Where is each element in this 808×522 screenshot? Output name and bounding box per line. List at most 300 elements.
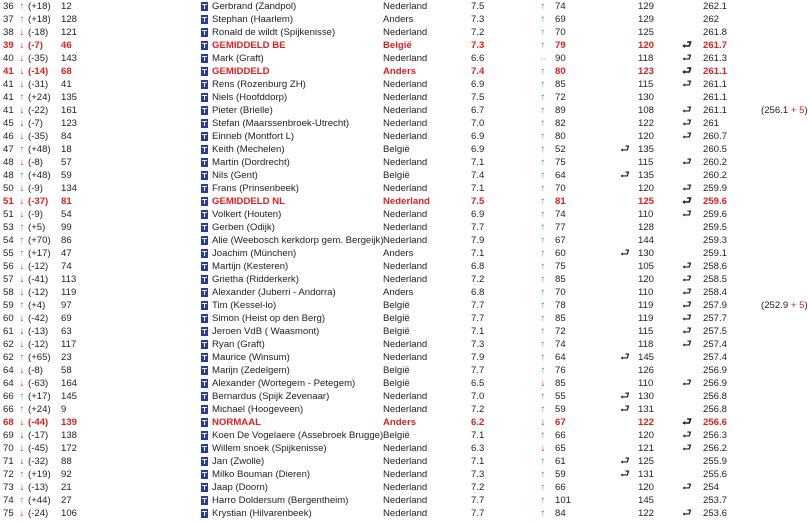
movement-arrow-cell — [17, 416, 27, 429]
trend-arrow-cell — [534, 26, 552, 39]
trend-arrow-cell — [534, 364, 552, 377]
return-arrow-icon: ⮐ — [682, 416, 692, 428]
rank-cell: 38 — [3, 27, 14, 38]
flag-cell — [199, 494, 209, 507]
trend-arrow-cell — [534, 377, 552, 390]
value-cell: 255.6 — [703, 469, 728, 480]
movement-cell: (+5) — [28, 222, 46, 233]
table-row — [0, 416, 792, 429]
movement-cell: (+17) — [28, 391, 51, 402]
total-cell: 110 — [638, 378, 654, 389]
return-arrow-icon: ⮐ — [620, 351, 630, 363]
trend-arrow-cell — [534, 247, 552, 260]
points-cell: 67 — [555, 417, 566, 428]
participant-name: Alie (Weebosch kerkdorp gem. Bergeijk) — [212, 235, 384, 246]
participant-name: Ronald de wildt (Spijkenisse) — [212, 27, 336, 38]
movement-arrow-cell — [17, 364, 27, 377]
previous-rank-cell: 68 — [61, 66, 72, 77]
total-cell: 122 — [638, 508, 655, 519]
trend-arrow-cell — [534, 156, 552, 169]
points-cell: 79 — [555, 40, 566, 51]
arrow-up-icon: ↑ — [19, 14, 25, 25]
score-cell: 7.2 — [471, 27, 485, 38]
table-row — [0, 351, 792, 364]
value-cell: 257.4 — [703, 339, 728, 350]
arrow-up-icon: ↑ — [19, 170, 25, 181]
score-cell: 6.9 — [471, 79, 485, 90]
rank-cell: 59 — [3, 300, 14, 311]
bonus-note — [758, 390, 792, 403]
movement-arrow-cell — [17, 481, 27, 494]
participant-name: Jaap (Doorn) — [212, 482, 268, 493]
points-cell: 74 — [555, 209, 566, 220]
flag-cell — [199, 130, 209, 143]
flag-cell — [199, 65, 209, 78]
flag-icon — [201, 288, 208, 297]
arrow-down-icon: ↓ — [19, 482, 25, 493]
return-arrow-icon: ⮐ — [682, 195, 692, 207]
return-arrow-icon: ⮐ — [682, 286, 692, 298]
swap-cell — [615, 494, 635, 507]
flag-icon — [201, 353, 208, 362]
arrow-down-icon: ↓ — [19, 443, 25, 454]
value-cell: 256.3 — [703, 430, 728, 441]
score-cell: 7.9 — [471, 235, 485, 246]
total-cell: 144 — [638, 235, 655, 246]
flag-icon — [201, 41, 208, 50]
flag-icon — [201, 223, 208, 232]
return-arrow-icon: ⮐ — [682, 325, 692, 337]
table-row — [0, 494, 792, 507]
previous-rank-cell: 161 — [61, 105, 78, 116]
bonus-note — [758, 208, 792, 221]
arrow-down-icon: ↓ — [19, 53, 25, 64]
flag-cell — [199, 286, 209, 299]
arrow-down-icon: ↓ — [19, 365, 25, 376]
flag-icon — [201, 366, 208, 375]
participant-name: Volkert (Houten) — [212, 209, 282, 220]
previous-rank-cell: 99 — [61, 222, 72, 233]
rank-cell: 73 — [3, 482, 14, 493]
flag-icon — [201, 431, 208, 440]
total-cell: 110 — [638, 287, 654, 298]
points-cell: 80 — [555, 131, 566, 142]
participant-name: Marijn (Zedelgem) — [212, 365, 290, 376]
total-cell: 119 — [638, 313, 654, 324]
previous-rank-cell: 106 — [61, 508, 78, 519]
trend-arrow-cell — [534, 338, 552, 351]
previous-rank-cell: 41 — [61, 79, 72, 90]
movement-arrow-cell — [17, 507, 27, 520]
movement-cell: (-42) — [28, 313, 49, 324]
value-cell: 255.9 — [703, 456, 728, 467]
movement-arrow-cell — [17, 390, 27, 403]
swap-cell — [615, 442, 635, 455]
return-arrow-icon: ⮐ — [682, 299, 692, 311]
return-arrow-icon: ⮐ — [682, 39, 692, 51]
arrow-up-icon: ↑ — [19, 404, 25, 415]
rank-cell: 64 — [3, 365, 14, 376]
movement-cell: (+48) — [28, 170, 51, 181]
arrow-down-icon: ↓ — [19, 313, 25, 324]
total-cell: 121 — [638, 443, 655, 454]
rank-cell: 66 — [3, 404, 14, 415]
arrow-up-icon: ↑ — [540, 404, 546, 415]
points-cell: 60 — [555, 248, 566, 259]
flag-icon — [201, 67, 208, 76]
points-cell: 72 — [555, 326, 566, 337]
arrow-down-icon: ↓ — [19, 66, 25, 77]
trend-arrow-cell — [534, 273, 552, 286]
swap-cell — [615, 221, 635, 234]
movement-arrow-cell — [17, 130, 27, 143]
flag-icon — [201, 184, 208, 193]
rank-cell: 72 — [3, 469, 14, 480]
bonus-note — [758, 13, 792, 26]
participant-name: Joachim (München) — [212, 248, 297, 259]
table-row — [0, 234, 792, 247]
trend-arrow-cell — [534, 39, 552, 52]
value-cell: 261.7 — [703, 40, 728, 51]
arrow-down-icon: ↓ — [19, 157, 25, 168]
table-row — [0, 39, 792, 52]
movement-arrow-cell — [17, 65, 27, 78]
bonus-note — [758, 325, 792, 338]
movement-arrow-cell — [17, 273, 27, 286]
arrow-up-icon: ↑ — [540, 144, 546, 155]
return-arrow-icon: ⮐ — [620, 455, 630, 467]
score-cell: 6.6 — [471, 53, 485, 64]
table-row — [0, 403, 792, 416]
flag-cell — [199, 260, 209, 273]
table-row — [0, 169, 792, 182]
movement-arrow-cell — [17, 429, 27, 442]
movement-arrow-cell — [17, 91, 27, 104]
bonus-note — [758, 195, 792, 208]
total-cell: 119 — [638, 300, 654, 311]
table-row — [0, 65, 792, 78]
participant-name: Koen De Vogelaere (Assebroek Brugge) — [212, 430, 384, 441]
bonus-note — [758, 0, 792, 13]
swap-cell-2 — [674, 351, 700, 364]
points-cell: 59 — [555, 404, 566, 415]
flag-icon — [201, 106, 208, 115]
swap-cell — [615, 260, 635, 273]
participant-name: Martijn (Kesteren) — [212, 261, 289, 272]
points-cell: 59 — [555, 469, 566, 480]
movement-arrow-cell — [17, 325, 27, 338]
country-cell: België — [383, 40, 412, 51]
return-arrow-icon: ⮐ — [682, 481, 692, 493]
bonus-note — [758, 364, 792, 377]
arrow-down-icon: ↓ — [19, 40, 25, 51]
country-cell: Nederland — [383, 339, 428, 350]
arrow-up-icon: ↑ — [540, 261, 546, 272]
total-cell: 145 — [638, 352, 655, 363]
arrow-down-icon: ↓ — [19, 508, 25, 519]
trend-arrow-cell — [534, 390, 552, 403]
return-arrow-icon: ⮐ — [620, 468, 630, 480]
rank-cell: 61 — [3, 326, 14, 337]
country-cell: Nederland — [383, 131, 428, 142]
swap-cell — [615, 78, 635, 91]
points-cell: 85 — [555, 313, 566, 324]
previous-rank-cell: 134 — [61, 183, 78, 194]
points-cell: 85 — [555, 378, 566, 389]
swap-cell-2 — [674, 390, 700, 403]
rank-cell: 69 — [3, 430, 14, 441]
swap-cell — [615, 143, 635, 156]
swap-cell — [615, 182, 635, 195]
flag-icon — [201, 392, 208, 401]
total-cell: 110 — [638, 209, 654, 220]
swap-cell — [615, 195, 635, 208]
bonus-note — [758, 455, 792, 468]
value-cell: 259.3 — [703, 235, 728, 246]
score-cell: 7.1 — [471, 456, 485, 467]
movement-cell: (-8) — [28, 365, 43, 376]
value-cell: 256.9 — [703, 365, 728, 376]
previous-rank-cell: 54 — [61, 209, 72, 220]
rank-cell: 54 — [3, 235, 14, 246]
total-cell: 115 — [638, 157, 654, 168]
flag-cell — [199, 247, 209, 260]
value-cell: 261.8 — [703, 27, 728, 38]
score-cell: 7.1 — [471, 183, 485, 194]
swap-cell-2 — [674, 130, 700, 143]
movement-arrow-cell — [17, 169, 27, 182]
swap-cell-2 — [674, 312, 700, 325]
score-cell: 7.2 — [471, 404, 485, 415]
participant-name: Mark (Graft) — [212, 53, 264, 64]
previous-rank-cell: 69 — [61, 313, 72, 324]
previous-rank-cell: 139 — [61, 417, 78, 428]
trend-arrow-cell — [534, 442, 552, 455]
total-cell: 122 — [638, 417, 655, 428]
previous-rank-cell: 27 — [61, 495, 72, 506]
score-cell: 7.5 — [471, 92, 485, 103]
points-cell: 66 — [555, 430, 566, 441]
flag-icon — [201, 457, 208, 466]
score-cell: 7.0 — [471, 391, 485, 402]
bonus-note — [758, 312, 792, 325]
points-cell: 64 — [555, 352, 566, 363]
flag-icon — [201, 470, 208, 479]
swap-cell — [615, 351, 635, 364]
flag-icon — [201, 2, 208, 11]
bonus-note — [758, 481, 792, 494]
country-cell: België — [383, 378, 410, 389]
flag-cell — [199, 429, 209, 442]
rank-cell: 41 — [3, 66, 14, 77]
value-cell: 259.5 — [703, 222, 728, 233]
total-cell: 115 — [638, 326, 654, 337]
rank-cell: 62 — [3, 339, 14, 350]
arrow-up-icon: ↑ — [19, 248, 25, 259]
value-cell: 259.9 — [703, 183, 728, 194]
rank-cell: 48 — [3, 157, 14, 168]
country-cell: Anders — [383, 248, 414, 259]
swap-cell-2 — [674, 195, 700, 208]
arrow-down-icon: ↓ — [19, 339, 25, 350]
previous-rank-cell: 145 — [61, 391, 78, 402]
bonus-note — [758, 26, 792, 39]
total-cell: 125 — [638, 456, 655, 467]
movement-cell: (+19) — [28, 469, 51, 480]
points-cell: 80 — [555, 66, 566, 77]
previous-rank-cell: 57 — [61, 157, 72, 168]
arrow-up-icon: ↑ — [540, 157, 546, 168]
country-cell: Nederland — [383, 469, 428, 480]
movement-cell: (-13) — [28, 482, 49, 493]
swap-cell-2 — [674, 416, 700, 429]
value-cell: 262.1 — [703, 1, 728, 12]
value-cell: 258.6 — [703, 261, 728, 272]
trend-arrow-cell — [534, 78, 552, 91]
value-cell: 257.5 — [703, 326, 728, 337]
points-cell: 55 — [555, 391, 566, 402]
swap-cell-2 — [674, 338, 700, 351]
previous-rank-cell: 172 — [61, 443, 78, 454]
participant-name: NORMAAL — [212, 417, 262, 428]
previous-rank-cell: 18 — [61, 144, 72, 155]
arrow-up-icon: ↑ — [19, 300, 25, 311]
previous-rank-cell: 12 — [61, 1, 72, 12]
total-cell: 105 — [638, 261, 655, 272]
country-cell: Nederland — [383, 222, 428, 233]
movement-cell: (+70) — [28, 235, 51, 246]
movement-cell: (+24) — [28, 404, 51, 415]
total-cell: 130 — [638, 391, 655, 402]
swap-cell-2 — [674, 52, 700, 65]
country-cell: Nederland — [383, 404, 428, 415]
swap-cell — [615, 247, 635, 260]
arrow-down-icon: ↓ — [540, 443, 546, 454]
total-cell: 120 — [638, 430, 655, 441]
arrow-up-icon: ↑ — [540, 1, 546, 12]
trend-arrow-cell — [534, 351, 552, 364]
movement-arrow-cell — [17, 312, 27, 325]
points-cell: 70 — [555, 287, 566, 298]
flag-cell — [199, 468, 209, 481]
bonus-note — [758, 39, 792, 52]
table-row — [0, 429, 792, 442]
total-cell: 129 — [638, 1, 655, 12]
points-cell: 72 — [555, 92, 566, 103]
arrow-down-icon: ↓ — [19, 79, 25, 90]
swap-cell — [615, 208, 635, 221]
rank-cell: 47 — [3, 144, 14, 155]
table-row — [0, 78, 792, 91]
arrow-down-icon: ↓ — [19, 430, 25, 441]
swap-cell-2 — [674, 221, 700, 234]
country-cell: België — [383, 144, 410, 155]
value-cell: 259.1 — [703, 248, 728, 259]
swap-cell-2 — [674, 156, 700, 169]
previous-rank-cell: 9 — [61, 404, 67, 415]
flag-cell — [199, 117, 209, 130]
bonus-note — [758, 130, 792, 143]
swap-cell-2 — [674, 65, 700, 78]
score-cell: 7.7 — [471, 300, 485, 311]
swap-cell — [615, 13, 635, 26]
value-cell: 256.8 — [703, 404, 728, 415]
bonus-note — [758, 156, 792, 169]
rank-cell: 58 — [3, 287, 14, 298]
country-cell: Nederland — [383, 235, 428, 246]
trend-arrow-cell — [534, 494, 552, 507]
total-cell: 135 — [638, 170, 655, 181]
trend-arrow-cell — [534, 91, 552, 104]
total-cell: 125 — [638, 196, 655, 207]
arrow-down-icon: ↓ — [19, 183, 25, 194]
rank-cell: 66 — [3, 391, 14, 402]
country-cell: Nederland — [383, 209, 428, 220]
rank-cell: 36 — [3, 1, 14, 12]
participant-name: Michael (Hoogeveen) — [212, 404, 304, 415]
movement-arrow-cell — [17, 377, 27, 390]
value-cell: 261.1 — [703, 79, 728, 90]
flag-icon — [201, 301, 208, 310]
movement-cell: (-14) — [28, 66, 49, 77]
arrow-up-icon: ↑ — [19, 235, 25, 246]
country-cell: Nederland — [383, 183, 428, 194]
total-cell: 130 — [638, 92, 655, 103]
return-arrow-icon: ⮐ — [620, 390, 630, 402]
rank-cell: 40 — [3, 53, 14, 64]
points-cell: 74 — [555, 339, 566, 350]
value-cell: 254 — [703, 482, 720, 493]
swap-cell — [615, 0, 635, 13]
rank-cell: 60 — [3, 313, 14, 324]
arrow-up-icon: ↑ — [19, 495, 25, 506]
points-cell: 66 — [555, 482, 566, 493]
arrow-up-icon: ↑ — [540, 300, 546, 311]
score-cell: 6.3 — [471, 443, 485, 454]
previous-rank-cell: 84 — [61, 131, 72, 142]
flag-cell — [199, 507, 209, 520]
movement-cell: (-22) — [28, 105, 49, 116]
trend-arrow-cell — [534, 143, 552, 156]
participant-name: Ryan (Graft) — [212, 339, 265, 350]
country-cell: Nederland — [383, 352, 428, 363]
participant-name: Grietha (Ridderkerk) — [212, 274, 299, 285]
flag-cell — [199, 325, 209, 338]
table-row — [0, 481, 792, 494]
arrow-up-icon: ↑ — [540, 79, 546, 90]
bonus-note — [758, 377, 792, 390]
previous-rank-cell: 143 — [61, 53, 78, 64]
score-cell: 7.7 — [471, 495, 485, 506]
swap-cell-2 — [674, 403, 700, 416]
swap-cell — [615, 299, 635, 312]
trend-arrow-cell — [534, 0, 552, 13]
flag-icon — [201, 145, 208, 154]
swap-cell-2 — [674, 234, 700, 247]
arrow-up-icon: ↑ — [540, 391, 546, 402]
return-arrow-icon: ⮐ — [682, 260, 692, 272]
swap-cell — [615, 416, 635, 429]
return-arrow-icon: ⮐ — [682, 312, 692, 324]
points-cell: 78 — [555, 300, 566, 311]
trend-arrow-cell — [534, 481, 552, 494]
bonus-note — [758, 468, 792, 481]
flag-icon — [201, 418, 208, 427]
flag-cell — [199, 143, 209, 156]
arrow-up-icon: ↑ — [540, 40, 546, 51]
movement-cell: (+18) — [28, 14, 51, 25]
table-row — [0, 247, 792, 260]
